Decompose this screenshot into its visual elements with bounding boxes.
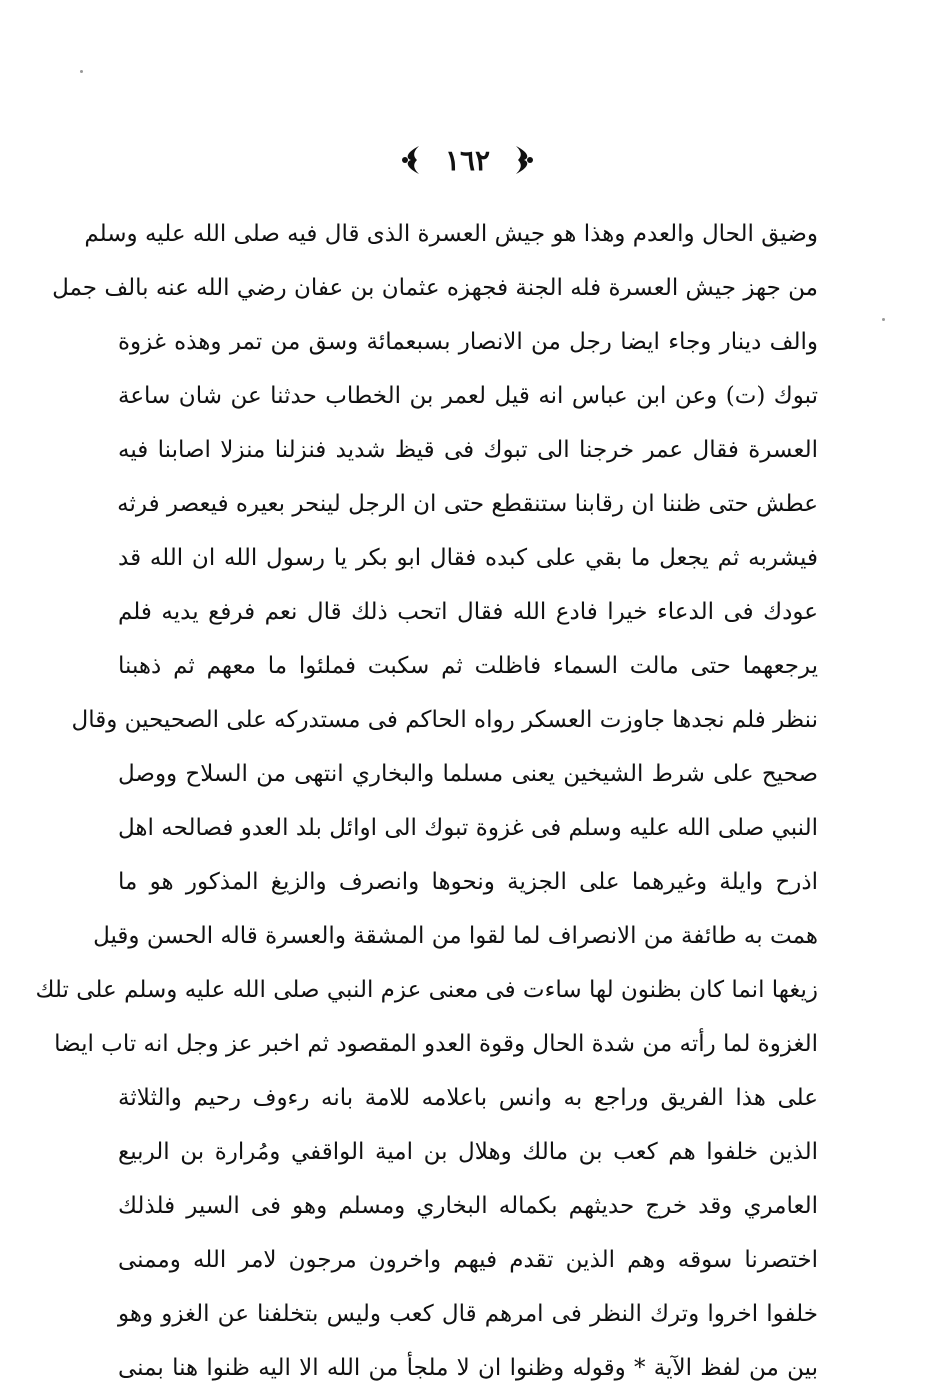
- text-line: الغزوة لما رأته من شدة الحال وقوة العدو المقصود ثم اخبر عز وجل انه تاب ايضا: [54, 1031, 818, 1057]
- text-line: وضيق الحال والعدم وهذا هو جيش العسرة الذى قال فيه صلى الله عليه وسلم: [84, 221, 818, 247]
- text-line: فيشربه ثم يجعل ما بقي على كبده فقال ابو بكر يا رسول الله ان الله قد: [118, 545, 818, 571]
- text-line: من جهز جيش العسرة فله الجنة فجهزه عثمان بن عفان رضي الله عنه بالف جمل: [52, 275, 818, 301]
- margin-speck: [882, 318, 885, 321]
- text-line: ننظر فلم نجدها جاوزت العسكر رواه الحاكم فى مستدركه على الصحيحين وقال: [71, 707, 818, 733]
- text-line: تبوك (ت) وعن ابن عباس انه قيل لعمر بن الخطاب حدثنا عن شان ساعة: [118, 383, 818, 409]
- text-line: يرجعهما حتى مالت السماء فاظلت ثم سكبت فملئوا ما معهم ثم ذهبنا: [118, 653, 818, 679]
- text-line: النبي صلى الله عليه وسلم فى غزوة تبوك الى اوائل بلد العدو فصالحه اهل: [118, 815, 818, 841]
- right-ornament-icon: [512, 144, 534, 176]
- body-text: [35, 207, 818, 1395]
- text-line: همت به طائفة من الانصراف لما لقوا من المشقة والعسرة قاله الحسن وقيل: [93, 923, 818, 949]
- page-header: [0, 138, 935, 182]
- text-line: عطش حتى ظننا ان رقابنا ستنقطع حتى ان الرجل لينحر بعيره فيعصر فرثه: [117, 491, 818, 517]
- text-line: بين من لفظ الآية * وقوله وظنوا ان لا ملجأ من الله الا اليه ظنوا هنا بمنى: [118, 1355, 818, 1381]
- page-number: ١٦٢: [444, 143, 491, 177]
- text-line: العسرة فقال عمر خرجنا الى تبوك فى قيظ شديد فنزلنا منزلا اصابنا فيه: [118, 437, 818, 463]
- text-line: اذرح وايلة وغيرهما على الجزية ونحوها وانصرف والزيغ المذكور هو ما: [118, 869, 818, 895]
- text-line: زيغها انما كان بظنون لها ساءت فى معنى عزم النبي صلى الله عليه وسلم على تلك: [35, 977, 818, 1003]
- text-line: صحيح على شرط الشيخين يعنى مسلما والبخاري انتهى من السلاح ووصل: [118, 761, 818, 787]
- margin-speck: [80, 70, 83, 73]
- text-line: العامري وقد خرج حديثهم بكماله البخاري ومسلم وهو فى السير فلذلك: [118, 1193, 818, 1219]
- text-line: خلفوا اخروا وترك النظر فى امرهم قال كعب وليس بتخلفنا عن الغزو وهو: [118, 1301, 818, 1327]
- left-ornament-icon: [401, 144, 423, 176]
- text-line: الذين خلفوا هم كعب بن مالك وهلال بن امية الواقفي ومُرارة بن الربيع: [118, 1139, 818, 1165]
- text-line: والف دينار وجاء ايضا رجل من الانصار بسبعمائة وسق من تمر وهذه غزوة: [118, 329, 818, 355]
- text-line: عودك فى الدعاء خيرا فادع الله فقال اتحب ذلك قال نعم فرفع يديه فلم: [118, 599, 818, 625]
- text-line: اختصرنا سوقه وهم الذين تقدم فيهم واخرون مرجون لامر الله وممنى: [118, 1247, 818, 1273]
- text-line: على هذا الفريق وراجع به وانس باعلامه للامة بانه رءوف رحيم والثلاثة: [118, 1085, 818, 1111]
